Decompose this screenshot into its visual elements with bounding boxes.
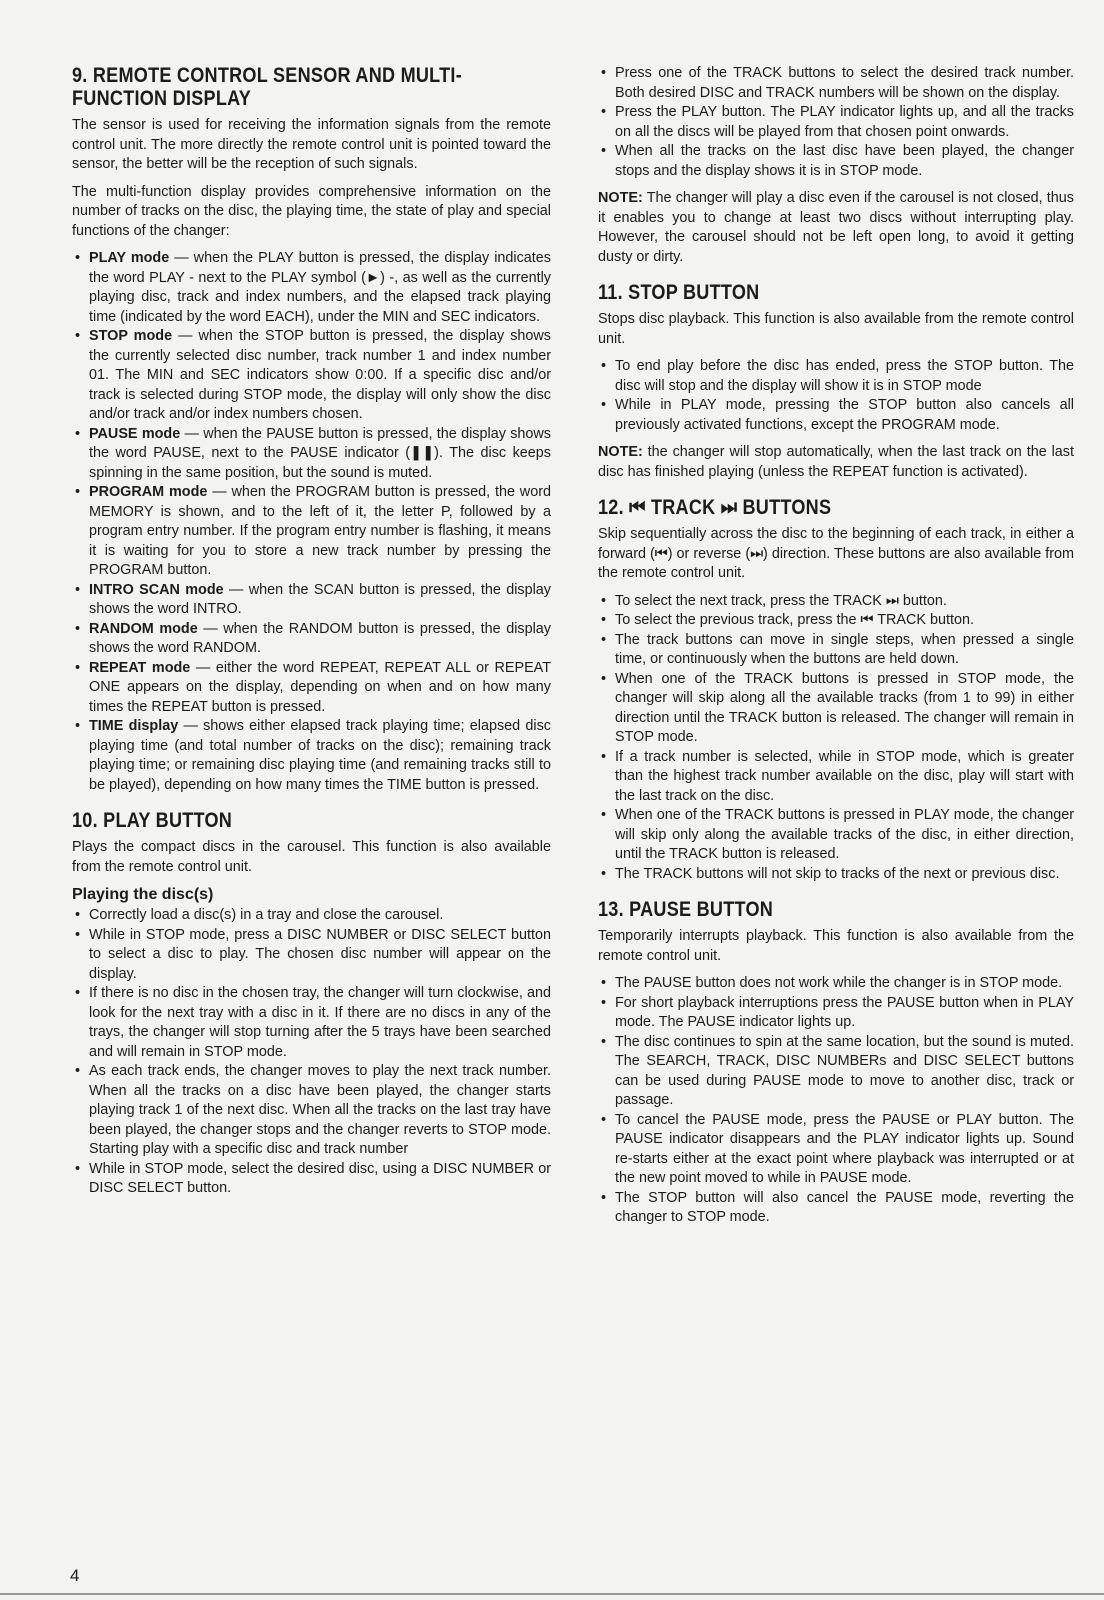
list-item <box>72 620 551 659</box>
term-description: — shows either elapsed track playing time; elapsed disc playing time (and total number of tracks on the disc); remaining track playing time; or remaining disc playing time (and remaining tracks still to be played), depending on how many times the TIME button is pressed. <box>89 718 551 793</box>
left-column <box>72 64 551 1213</box>
paragraph: Stops disc playback. This function is also available from the remote control unit. <box>598 311 1074 347</box>
list-item: • If there is no disc in the chosen tray, the changer will turn clockwise, and look for the next tray with a disc in it. If there are no discs in any of the trays, the changer will stop turning after the 5 trays have been searched and will remain in STOP mode. <box>72 984 551 1062</box>
note-text: The changer will play a disc even if the carousel is not closed, thus it enables you to change at least two discs without interrupting play. However, the carousel should not be left open long, to avoid it getting dusty or dirty. <box>598 190 1074 265</box>
section-remote-sensor <box>72 64 551 795</box>
list-item <box>72 717 551 795</box>
paragraph: Temporarily interrupts playback. This function is also available from the remote control unit. <box>598 928 1074 964</box>
list-item: • The STOP button will also cancel the PAUSE mode, reverting the changer to STOP mode. <box>598 1189 1074 1228</box>
term: STOP mode <box>89 328 173 344</box>
page-number: 4 <box>70 1566 80 1585</box>
list-item <box>72 327 551 425</box>
list-item <box>72 659 551 718</box>
list-item: • When one of the TRACK buttons is pressed in STOP mode, the changer will skip along all the available tracks (from 1 to 99) in either direction until the TRACK button is released. The changer will remain in STOP mode. <box>598 670 1074 748</box>
term: PROGRAM mode <box>89 484 208 500</box>
list-item: • While in STOP mode, select the desired disc, using a DISC NUMBER or DISC SELECT button. <box>72 1160 551 1199</box>
track-list <box>598 592 1074 885</box>
list-item: • The disc continues to spin at the same location, but the sound is muted. The SEARCH, TRACK, DISC NUMBERs and DISC SELECT buttons can be used during PAUSE mode to move to another disc, track or passage. <box>598 1033 1074 1111</box>
bottom-rule <box>0 1593 1104 1595</box>
paragraph: The sensor is used for receiving the information signals from the remote control unit. The more directly the remote control unit is pointed toward the sensor, the better will be the reception of such signals. <box>72 117 551 172</box>
list-item: • The TRACK buttons will not skip to tracks of the next or previous disc. <box>598 865 1074 885</box>
list-item: • To end play before the disc has ended, press the STOP button. The disc will stop and the display will show it is in STOP mode <box>598 357 1074 396</box>
term-description: — either the word REPEAT, REPEAT ALL or REPEAT ONE appears on the display, depending on when and on how many times the REPEAT button is pressed. <box>89 659 551 715</box>
section-heading: 9. REMOTE CONTROL SENSOR AND MULTI-FUNCTION DISPLAY <box>72 64 462 110</box>
list-item: • To cancel the PAUSE mode, press the PAUSE or PLAY button. The PAUSE indicator disappears and the PLAY indicator lights up. Sound re-starts either at the exact point where playback was interrupted or at the new point moved to while in PAUSE mode. <box>598 1111 1074 1189</box>
list-item <box>72 483 551 581</box>
list-item: • When one of the TRACK buttons is pressed in PLAY mode, the changer will skip only along the available tracks of the disc, in either direction, until the TRACK button is released. <box>598 806 1074 865</box>
note-text: the changer will stop automatically, when the last track on the last disc has finished playing (unless the REPEAT function is activated). <box>598 444 1074 480</box>
section-track-buttons <box>598 496 1074 884</box>
term-description: — when the PLAY button is pressed, the display indicates the word PLAY - next to the PLAY symbol (►) -, as well as the currently playing disc, track and index numbers, and the elapsed track playing time (indicated by the word EACH), under the MIN and SEC indicators. <box>89 250 551 325</box>
note-label: NOTE: <box>598 190 643 206</box>
term-description: — when the PROGRAM button is pressed, the word MEMORY is shown, and to the left of it, the letter P, followed by a program entry number. If the program entry number is flashing, it means it is waiting for you to store a new track number by pressing the PROGRAM button. <box>89 484 552 578</box>
list-item: • As each track ends, the changer moves to play the next track number. When all the tracks on a disc have been played, the changer starts playing track 1 of the next disc. When all the tracks on the last tray have been played, the changer stops and the changer reverts to STOP mode. Starting play with a specific disc and track number <box>72 1062 551 1160</box>
section-heading: 12. ⏮ TRACK ⏭ BUTTONS <box>598 496 832 519</box>
section-heading: 11. STOP BUTTON <box>598 281 760 304</box>
term: INTRO SCAN mode <box>89 581 224 598</box>
list-item: • While in STOP mode, press a DISC NUMBER or DISC SELECT button to select a disc to play. The chosen disc number will appear on the display. <box>72 926 551 985</box>
term-description: — when the RANDOM button is pressed, the display shows the word RANDOM. <box>89 620 551 656</box>
note-label: NOTE: <box>598 444 643 460</box>
stop-list <box>598 357 1074 435</box>
display-modes-list <box>72 249 551 795</box>
term: TIME display <box>89 718 179 734</box>
list-item: • To select the next track, press the TRACK ⏭ button. <box>598 592 1074 612</box>
section-pause-button <box>598 898 1074 1228</box>
pause-list <box>598 974 1074 1228</box>
paragraph: Skip sequentially across the disc to the beginning of each track, in either a forward (⏮) or reverse (⏭) direction. These buttons are also available from the remote control unit. <box>598 526 1074 581</box>
play-steps-list-continued <box>598 64 1074 181</box>
list-item: • When all the tracks on the last disc have been played, the changer stops and the display shows it is in STOP mode. <box>598 142 1074 181</box>
term-description: — when the STOP button is pressed, the display shows the currently selected disc number, track number 1 and index number 01. The MIN and SEC indicators show 0:00. If a specific disc and/or track is selected during STOP mode, the display will only show the disc and/or track and/or index numbers chosen. <box>89 328 551 422</box>
section-heading: 13. PAUSE BUTTON <box>598 898 774 921</box>
term: PAUSE mode <box>89 425 181 442</box>
play-steps-list <box>72 906 551 1199</box>
term: REPEAT mode <box>89 659 191 676</box>
note <box>598 443 1074 482</box>
term-description: — when the SCAN button is pressed, the display shows the word INTRO. <box>89 581 551 617</box>
list-item: • To select the previous track, press the ⏮ TRACK button. <box>598 611 1074 631</box>
note <box>598 189 1074 267</box>
list-item: • The track buttons can move in single steps, when pressed a single time, or continuously when the buttons are held down. <box>598 631 1074 670</box>
list-item: • If a track number is selected, while in STOP mode, which is greater than the highest track number available on the disc, play will start with the last track on the disc. <box>598 748 1074 807</box>
subheading: Playing the disc(s) <box>72 886 214 903</box>
paragraph: The multi-function display provides comprehensive information on the number of tracks on the disc, the playing time, the state of play and special functions of the changer: <box>72 183 551 239</box>
list-item <box>72 581 551 620</box>
list-item: • The PAUSE button does not work while the changer is in STOP mode. <box>598 974 1074 994</box>
list-item: • Press one of the TRACK buttons to select the desired track number. Both desired DISC and TRACK numbers will be shown on the display. <box>598 64 1074 103</box>
list-item <box>72 249 551 327</box>
section-stop-button <box>598 281 1074 482</box>
term-description: — when the PAUSE button is pressed, the display shows the word PAUSE, next to the PAUSE indicator (❚❚). The disc keeps spinning in the same position, but the sound is muted. <box>89 425 551 481</box>
list-item: • Press the PLAY button. The PLAY indicator lights up, and all the tracks on all the discs will be played from that chosen point onwards. <box>598 103 1074 142</box>
right-column <box>598 64 1074 1242</box>
term: PLAY mode <box>89 250 170 266</box>
section-play-button <box>72 809 551 1199</box>
list-item: • While in PLAY mode, pressing the STOP button also cancels all previously activated functions, except the PROGRAM mode. <box>598 396 1074 435</box>
paragraph: Plays the compact discs in the carousel. This function is also available from the remote control unit. <box>72 839 551 875</box>
term: RANDOM mode <box>89 620 198 637</box>
list-item: • Correctly load a disc(s) in a tray and close the carousel. <box>72 906 551 926</box>
list-item: • For short playback interruptions press the PAUSE button when in PLAY mode. The PAUSE indicator lights up. <box>598 994 1074 1033</box>
section-heading: 10. PLAY BUTTON <box>72 809 233 832</box>
list-item <box>72 425 551 484</box>
section-play-continued <box>598 64 1074 267</box>
